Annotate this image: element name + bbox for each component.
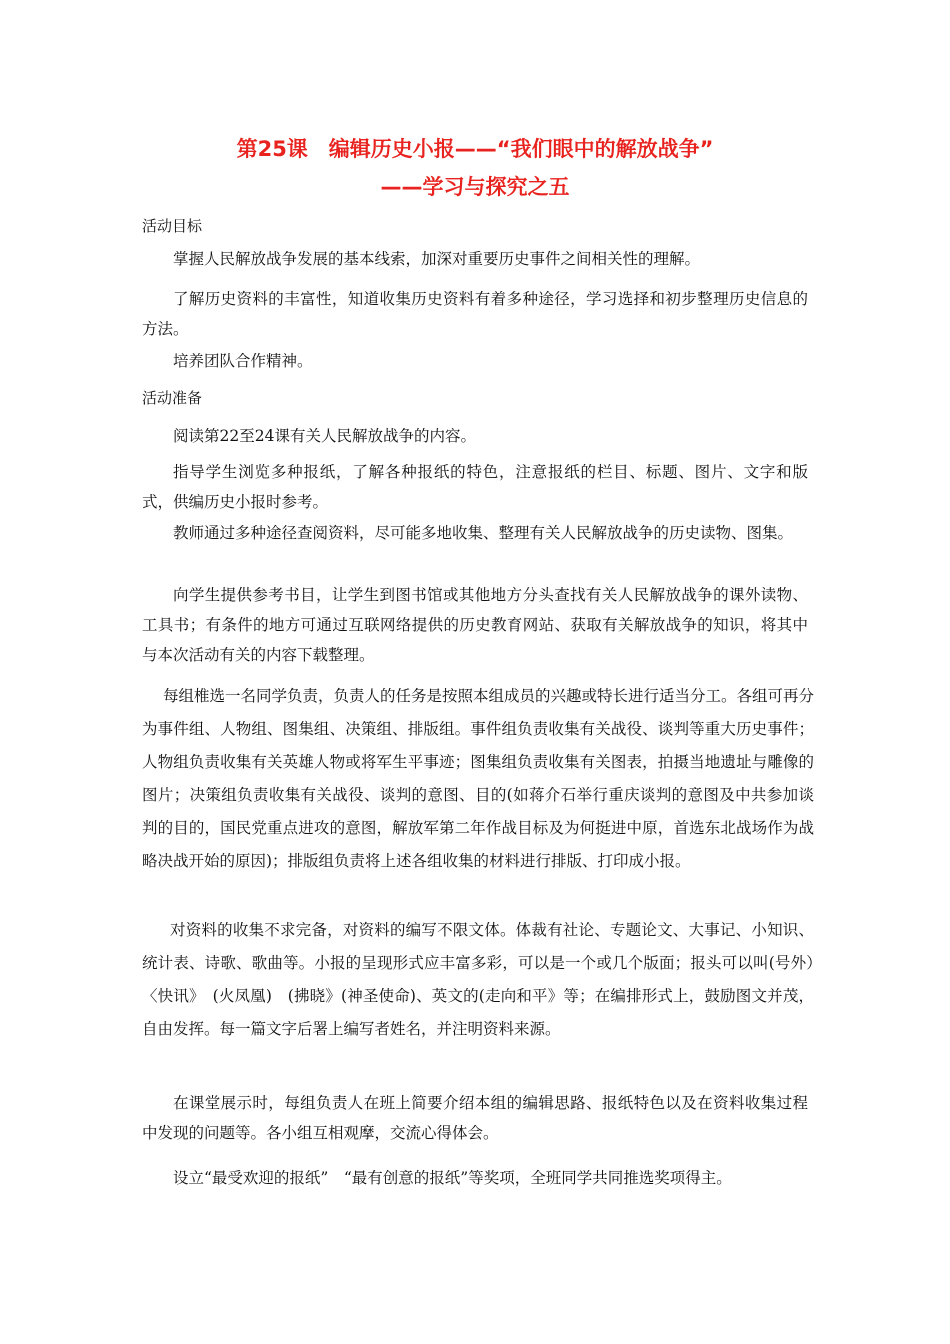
prep-paragraph: 阅读第22至24课有关人民解放战争的内容。: [173, 427, 476, 445]
body-paragraph: 设立“最受欢迎的报纸” “最有创意的报纸”等奖项，全班同学共同推选奖项得主。: [173, 1169, 732, 1187]
prep-paragraph: 向学生提供参考书目，让学生到图书馆或其他地方分头查找有关人民解放战争的课外读物、工具书；有条件的地方可通过互联网络提供的历史教育网站、获取有关解放战争的知识，将其中与本次活动有关的内容下载整理。: [142, 586, 808, 664]
prep-paragraph: 指导学生浏览多种报纸，了解各种报纸的特色，注意报纸的栏目、标题、图片、文字和版式，供编历史小报时参考。: [142, 463, 808, 511]
section-heading-prep: 活动准备: [142, 389, 203, 407]
section-heading-goals: 活动目标: [142, 217, 203, 235]
goal-paragraph: 培养团队合作精神。: [173, 352, 313, 370]
goal-paragraph: 掌握人民解放战争发展的基本线索，加深对重要历史事件之间相关性的理解。: [173, 250, 701, 268]
title-line-2: ——学习与探究之五: [380, 175, 570, 199]
body-paragraph: 对资料的收集不求完备，对资料的编写不限文体。体裁有社论、专题论文、大事记、小知识、统计表、诗歌、歌曲等。小报的呈现形式应丰富多彩，可以是一个或几个版面；报头可以叫(号外）〈快讯》 (火凤凰) (拂晓》(神圣使命)、英文的(走向和平》等；在编排形式上，鼓励图文并茂，自由发挥。每一篇文字后署上编写者姓名，并注明资料来源。: [142, 921, 814, 1038]
title-line-1: 第25课 编辑历史小报——“我们眼中的解放战争”: [236, 137, 714, 161]
prep-paragraph: 教师通过多种途径查阅资料，尽可能多地收集、整理有关人民解放战争的历史读物、图集。: [173, 524, 794, 542]
body-paragraph: 在课堂展示时，每组负责人在班上简要介绍本组的编辑思路、报纸特色以及在资料收集过程中发现的问题等。各小组互相观摩，交流心得体会。: [142, 1094, 808, 1142]
body-paragraph: 每组椎选一名同学负责，负责人的任务是按照本组成员的兴趣或特长进行适当分工。各组可再分为事件组、人物组、图集组、决策组、排版组。事件组负责收集有关战役、谈判等重大历史事件；人物组负责收集有关英雄人物或将军生平事迹；图集组负责收集有关图表，拍摄当地遗址与雕像的图片；决策组负责收集有关战役、谈判的意图、目的(如蒋介石举行重庆谈判的意图及中共参加谈判的目的，国民党重点进攻的意图，解放军第二年作战目标及为何挺进中原，首选东北战场作为战略决战开始的原因)；排版组负责将上述各组收集的材料进行排版、打印成小报。: [142, 687, 815, 870]
goal-paragraph: 了解历史资料的丰富性，知道收集历史资料有着多种途径，学习选择和初步整理历史信息的方法。: [142, 290, 808, 338]
